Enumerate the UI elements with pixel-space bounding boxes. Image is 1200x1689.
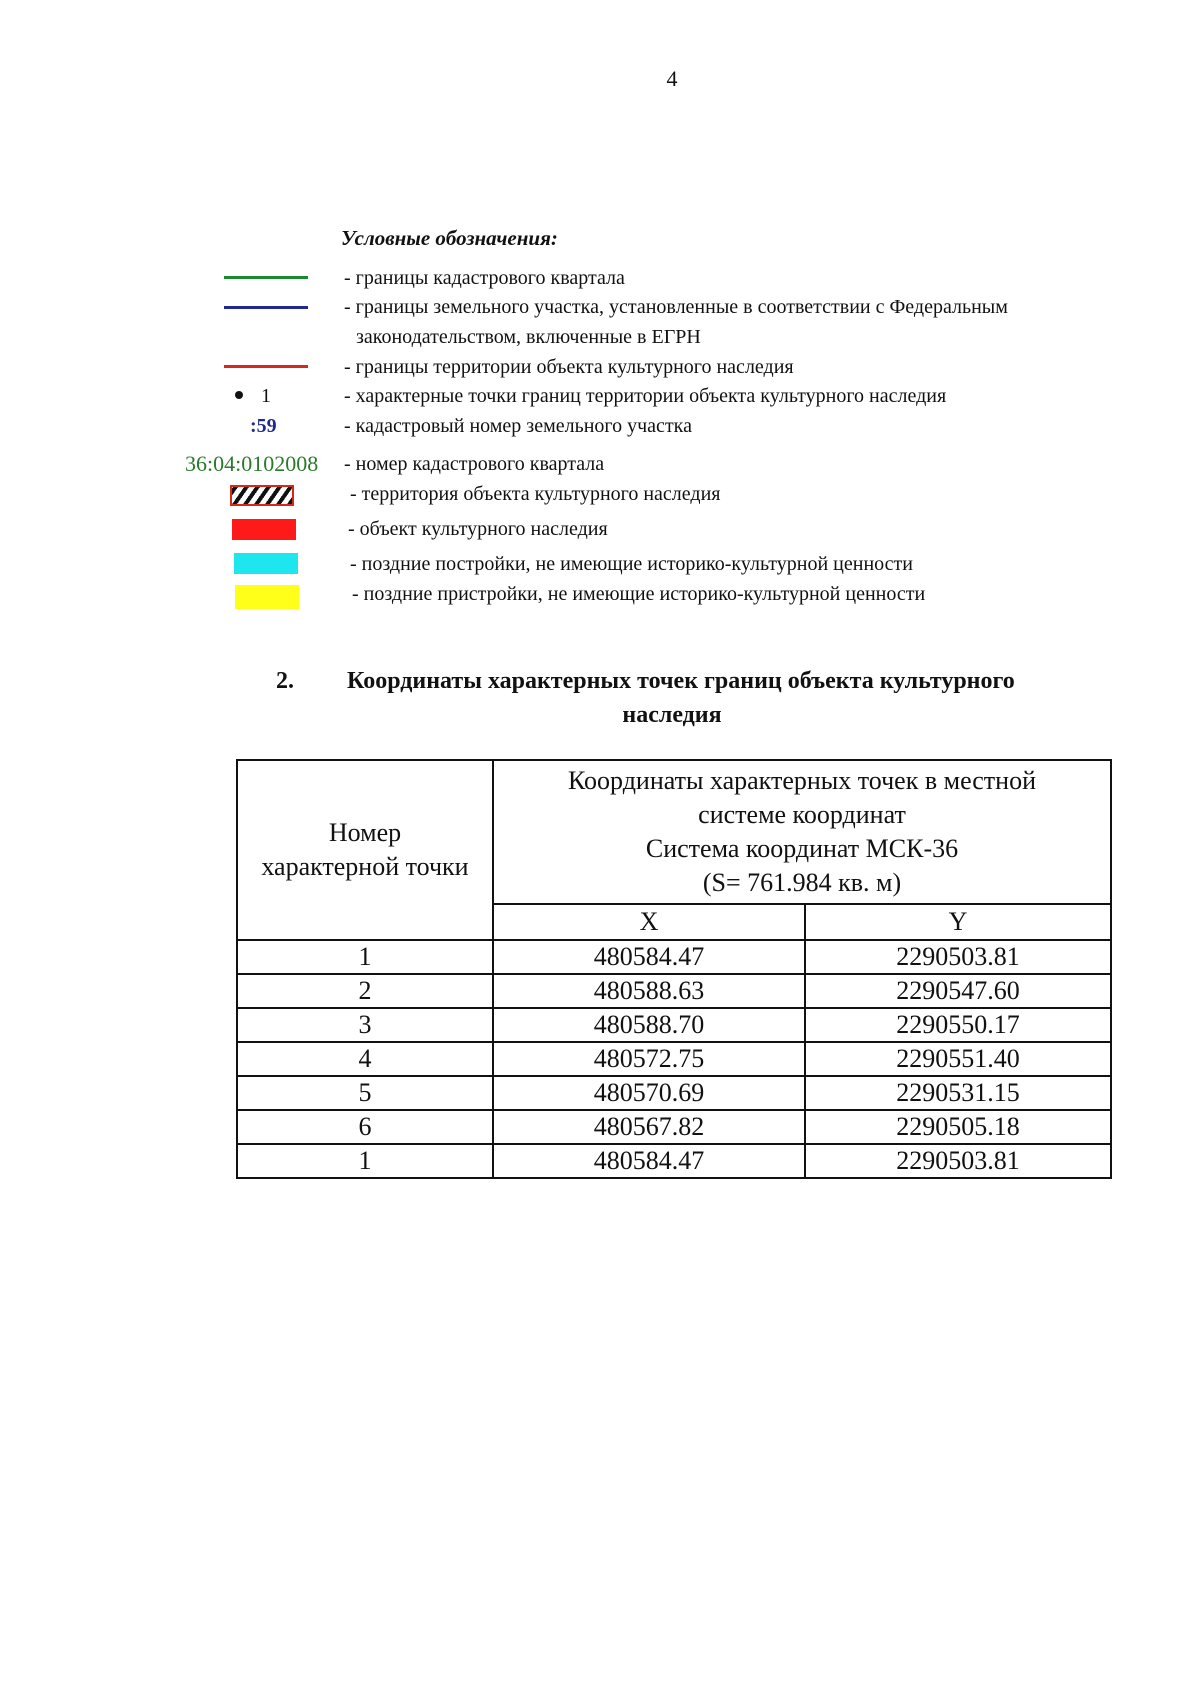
blue-line-symbol [224, 306, 308, 309]
table-row [237, 940, 1111, 974]
legend-text: - поздние пристройки, не имеющие историко-культурной ценности [352, 583, 926, 605]
red-box-symbol [232, 519, 296, 540]
legend-item-characteristic-points [0, 385, 1200, 413]
legend-text: - объект культурного наследия [348, 518, 608, 540]
legend-item-late-buildings [0, 553, 1200, 581]
cell-y: 2290503.81 [805, 940, 1111, 974]
header-x: X [493, 904, 805, 940]
table-row [237, 1110, 1111, 1144]
point-label: 1 [261, 385, 271, 407]
green-line-symbol [224, 276, 308, 279]
section-title-line-1: Координаты характерных точек границ объекта культурного [347, 668, 1015, 694]
header-y: Y [805, 904, 1111, 940]
red-line-symbol [224, 365, 308, 368]
yellow-box-symbol [235, 585, 299, 609]
legend-title: Условные обозначения: [341, 226, 558, 250]
coordinates-table [236, 759, 1112, 1179]
cell-x: 480588.70 [493, 1008, 805, 1042]
section-title-line-2: наследия [622, 702, 722, 728]
legend-text: - поздние постройки, не имеющие историко-культурной ценности [350, 553, 913, 575]
table-row [237, 1008, 1111, 1042]
legend-item-heritage-territory-boundary [0, 356, 1200, 384]
cell-x: 480584.47 [493, 940, 805, 974]
legend-text: - кадастровый номер земельного участка [344, 415, 692, 437]
legend-text: - границы земельного участка, установленные в соответствии с Федеральным [344, 296, 1008, 318]
page-number: 4 [666, 66, 678, 91]
cyan-box-symbol [234, 553, 298, 574]
legend-item-heritage-object [0, 518, 1200, 546]
table-header-row [237, 760, 1111, 904]
cell-point-number: 2 [237, 974, 493, 1008]
cell-x: 480570.69 [493, 1076, 805, 1110]
quarter-number-label: 36:04:0102008 [185, 451, 319, 476]
table-row [237, 1076, 1111, 1110]
cell-point-number: 1 [237, 940, 493, 974]
legend-text: - территория объекта культурного наследия [350, 483, 721, 505]
header-point-number: Номер характерной точки [237, 760, 493, 940]
cell-x: 480588.63 [493, 974, 805, 1008]
legend-item-quarter-boundary [0, 267, 1200, 295]
legend-item-late-annexes [0, 583, 1200, 611]
table-row [237, 1042, 1111, 1076]
cell-y: 2290505.18 [805, 1110, 1111, 1144]
legend-text: - границы кадастрового квартала [344, 267, 625, 289]
cell-y: 2290503.81 [805, 1144, 1111, 1178]
legend-text-continuation: законодательством, включенные в ЕГРН [356, 326, 701, 348]
legend-item-heritage-territory [0, 483, 1200, 511]
cell-y: 2290550.17 [805, 1008, 1111, 1042]
cell-x: 480584.47 [493, 1144, 805, 1178]
cell-y: 2290531.15 [805, 1076, 1111, 1110]
cell-point-number: 6 [237, 1110, 493, 1144]
point-icon [235, 391, 243, 399]
hatched-box-symbol [230, 485, 294, 506]
legend-text: - характерные точки границ территории объекта культурного наследия [344, 385, 947, 407]
cell-x: 480572.75 [493, 1042, 805, 1076]
cell-point-number: 1 [237, 1144, 493, 1178]
table-row [237, 1144, 1111, 1178]
header-coordinates: Координаты характерных точек в местной системе координат Система координат МСК-36 (S= 761.984 кв. м) [493, 760, 1111, 904]
legend-item-quarter-number [0, 451, 1200, 479]
legend-text: - границы территории объекта культурного наследия [344, 356, 794, 378]
cell-point-number: 3 [237, 1008, 493, 1042]
cell-y: 2290551.40 [805, 1042, 1111, 1076]
legend-item-parcel-boundary [0, 296, 1200, 354]
cell-y: 2290547.60 [805, 974, 1111, 1008]
cell-x: 480567.82 [493, 1110, 805, 1144]
table-row [237, 974, 1111, 1008]
section-number: 2. [276, 668, 294, 694]
cadastral-number-label: :59 [250, 415, 277, 437]
cell-point-number: 4 [237, 1042, 493, 1076]
legend-item-cadastral-number [0, 415, 1200, 443]
cell-point-number: 5 [237, 1076, 493, 1110]
legend-text: - номер кадастрового квартала [344, 453, 605, 475]
